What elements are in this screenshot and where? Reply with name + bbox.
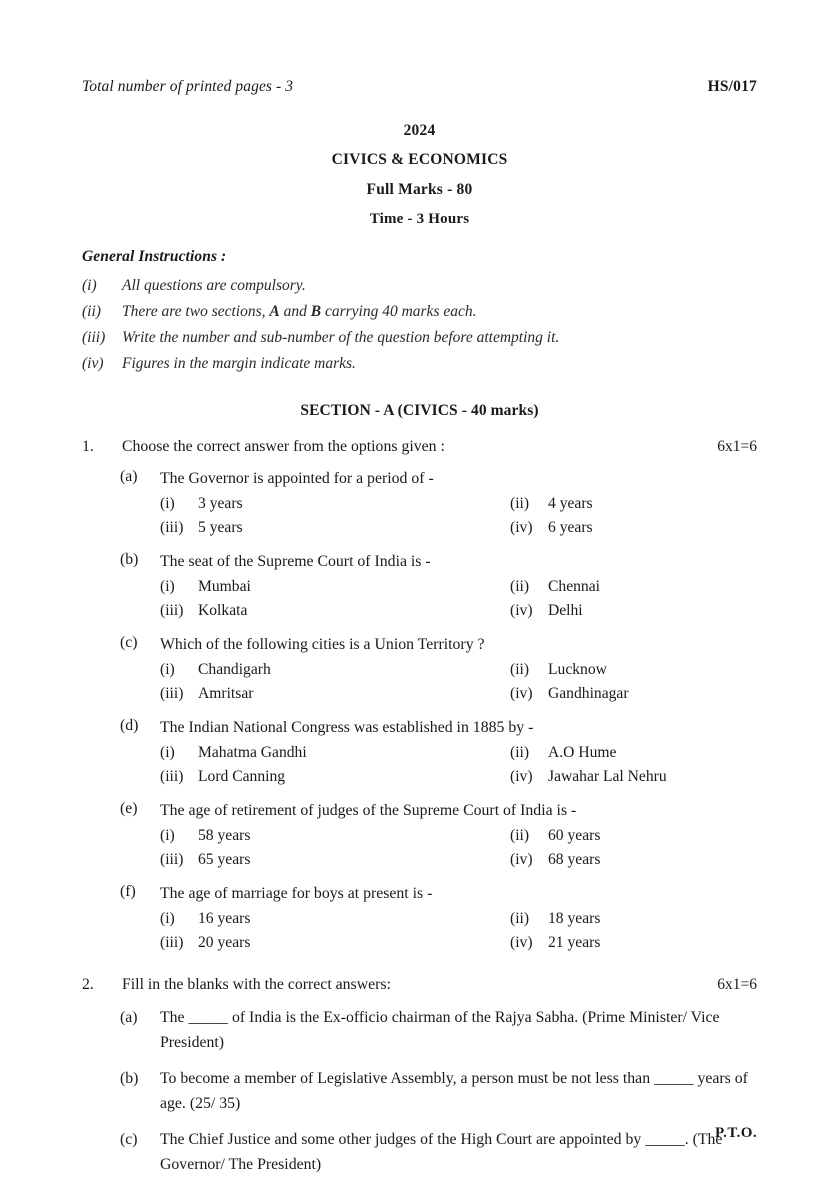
instruction-item bbox=[82, 299, 757, 325]
option-roman: (iv) bbox=[510, 934, 533, 951]
question-2-sub-a bbox=[82, 1005, 757, 1055]
sub-label: (c) bbox=[120, 1131, 138, 1148]
option-roman: (iv) bbox=[510, 519, 533, 536]
option bbox=[510, 493, 757, 515]
option-text: Chandigarh bbox=[198, 661, 271, 678]
option-roman: (iv) bbox=[510, 851, 533, 868]
sub-question-text: The Indian National Congress was established in 1885 by - bbox=[160, 719, 534, 736]
option-text: 65 years bbox=[198, 851, 251, 868]
option-text: Jawahar Lal Nehru bbox=[548, 768, 667, 785]
option-roman: (ii) bbox=[510, 827, 530, 844]
sub-question-text: The Chief Justice and some other judges of the High Court are appointed by _____. (The Governor/ The President) bbox=[160, 1131, 723, 1173]
option-text: Gandhinagar bbox=[548, 685, 629, 702]
option-roman: (iii) bbox=[160, 685, 184, 702]
option-grid bbox=[160, 742, 757, 788]
option bbox=[160, 493, 510, 515]
instruction-item bbox=[82, 325, 757, 351]
option-text: 68 years bbox=[548, 851, 601, 868]
sub-label: (b) bbox=[120, 1070, 139, 1087]
option-roman: (ii) bbox=[510, 578, 530, 595]
question-marks: 6x1=6 bbox=[717, 976, 757, 993]
paper-code: HS/017 bbox=[707, 78, 757, 95]
printed-pages-note: Total number of printed pages - 3 bbox=[82, 78, 294, 95]
option bbox=[510, 825, 757, 847]
option-roman: (iii) bbox=[160, 768, 184, 785]
option bbox=[160, 849, 510, 871]
question-2 bbox=[82, 976, 757, 1177]
option bbox=[510, 742, 757, 764]
option-roman: (i) bbox=[160, 495, 175, 512]
sub-question-text: To become a member of Legislative Assembly, a person must be not less than _____ years of age. (25/ 35) bbox=[160, 1070, 748, 1112]
full-marks: Full Marks - 80 bbox=[366, 181, 473, 198]
option bbox=[160, 825, 510, 847]
question-number: 1. bbox=[82, 438, 94, 455]
option-text: 16 years bbox=[198, 910, 251, 927]
option bbox=[510, 849, 757, 871]
option-text: 4 years bbox=[548, 495, 593, 512]
sub-question-text: Which of the following cities is a Union Territory ? bbox=[160, 636, 485, 653]
question-1-sub-c bbox=[82, 634, 757, 705]
sub-label: (a) bbox=[120, 468, 138, 485]
option-roman: (ii) bbox=[510, 910, 530, 927]
option-text: 58 years bbox=[198, 827, 251, 844]
instruction-text: All questions are compulsory. bbox=[122, 277, 306, 294]
option-text: Amritsar bbox=[198, 685, 254, 702]
sub-label: (e) bbox=[120, 800, 138, 817]
option-grid bbox=[160, 493, 757, 539]
sub-label: (d) bbox=[120, 717, 139, 734]
title-block bbox=[82, 122, 757, 228]
option bbox=[160, 932, 510, 954]
sub-label: (c) bbox=[120, 634, 138, 651]
option bbox=[510, 517, 757, 539]
question-marks: 6x1=6 bbox=[717, 438, 757, 455]
option bbox=[510, 932, 757, 954]
option bbox=[510, 908, 757, 930]
option-roman: (iii) bbox=[160, 519, 184, 536]
option-text: Chennai bbox=[548, 578, 600, 595]
question-1-head bbox=[82, 438, 757, 456]
instruction-number: (i) bbox=[82, 277, 97, 294]
instruction-item bbox=[82, 351, 757, 377]
instruction-item bbox=[82, 273, 757, 299]
option-text: 5 years bbox=[198, 519, 243, 536]
sub-question-text: The _____ of India is the Ex-officio chairman of the Rajya Sabha. (Prime Minister/ Vice President) bbox=[160, 1009, 720, 1051]
option-text: 21 years bbox=[548, 934, 601, 951]
instruction-number: (iii) bbox=[82, 329, 106, 346]
option-roman: (i) bbox=[160, 578, 175, 595]
sub-question-text: The Governor is appointed for a period of - bbox=[160, 470, 434, 487]
option-roman: (i) bbox=[160, 827, 175, 844]
option-roman: (i) bbox=[160, 910, 175, 927]
option bbox=[160, 766, 510, 788]
option bbox=[510, 576, 757, 598]
option bbox=[160, 659, 510, 681]
option-roman: (ii) bbox=[510, 661, 530, 678]
option-grid bbox=[160, 659, 757, 705]
option-grid bbox=[160, 908, 757, 954]
instruction-text: There are two sections, A and B carrying 40 marks each. bbox=[122, 303, 477, 320]
option-text: 3 years bbox=[198, 495, 243, 512]
option-text: 60 years bbox=[548, 827, 601, 844]
option-text: A.O Hume bbox=[548, 744, 617, 761]
question-1 bbox=[82, 438, 757, 954]
option bbox=[160, 683, 510, 705]
option-roman: (i) bbox=[160, 661, 175, 678]
option-text: Kolkata bbox=[198, 602, 248, 619]
question-1-sub-a bbox=[82, 468, 757, 539]
option-roman: (i) bbox=[160, 744, 175, 761]
option bbox=[160, 600, 510, 622]
option bbox=[510, 600, 757, 622]
option-grid bbox=[160, 576, 757, 622]
option bbox=[160, 576, 510, 598]
option-text: Mahatma Gandhi bbox=[198, 744, 307, 761]
question-stem: Fill in the blanks with the correct answers: bbox=[122, 976, 391, 993]
question-1-sub-d bbox=[82, 717, 757, 788]
sub-question-text: The seat of the Supreme Court of India is - bbox=[160, 553, 431, 570]
sub-label: (f) bbox=[120, 883, 136, 900]
question-1-sub-f bbox=[82, 883, 757, 954]
page-turn-note: P.T.O. bbox=[715, 1125, 757, 1141]
question-1-sub-e bbox=[82, 800, 757, 871]
option bbox=[510, 683, 757, 705]
instruction-text: Figures in the margin indicate marks. bbox=[122, 355, 356, 372]
option-roman: (iv) bbox=[510, 685, 533, 702]
option-text: Lucknow bbox=[548, 661, 607, 678]
question-stem: Choose the correct answer from the options given : bbox=[122, 438, 445, 455]
option-text: Lord Canning bbox=[198, 768, 286, 785]
option-text: 20 years bbox=[198, 934, 251, 951]
question-2-sub-c bbox=[82, 1127, 757, 1177]
question-2-sub-b bbox=[82, 1066, 757, 1116]
exam-duration: Time - 3 Hours bbox=[369, 211, 470, 227]
option-roman: (iii) bbox=[160, 851, 184, 868]
option-roman: (iv) bbox=[510, 768, 533, 785]
sub-question-text: The age of retirement of judges of the Supreme Court of India is - bbox=[160, 802, 577, 819]
question-number: 2. bbox=[82, 976, 94, 993]
general-instructions-list bbox=[82, 273, 757, 377]
option bbox=[510, 659, 757, 681]
option-roman: (iii) bbox=[160, 934, 184, 951]
general-instructions-heading: General Instructions : bbox=[82, 248, 227, 265]
section-a-heading: SECTION - A (CIVICS - 40 marks) bbox=[300, 402, 539, 419]
option-roman: (iii) bbox=[160, 602, 184, 619]
option-text: 18 years bbox=[548, 910, 601, 927]
option-roman: (ii) bbox=[510, 744, 530, 761]
option bbox=[160, 908, 510, 930]
sub-label: (b) bbox=[120, 551, 139, 568]
instruction-text: Write the number and sub-number of the question before attempting it. bbox=[122, 329, 560, 346]
question-2-head bbox=[82, 976, 757, 994]
option-grid bbox=[160, 825, 757, 871]
option-text: Mumbai bbox=[198, 578, 251, 595]
option-text: 6 years bbox=[548, 519, 593, 536]
sub-question-text: The age of marriage for boys at present is - bbox=[160, 885, 433, 902]
option bbox=[160, 517, 510, 539]
option-roman: (ii) bbox=[510, 495, 530, 512]
option bbox=[160, 742, 510, 764]
page-header bbox=[82, 78, 757, 96]
option-roman: (iv) bbox=[510, 602, 533, 619]
exam-year: 2024 bbox=[403, 122, 436, 139]
instruction-number: (ii) bbox=[82, 303, 101, 320]
option-text: Delhi bbox=[548, 602, 583, 619]
instruction-number: (iv) bbox=[82, 355, 104, 372]
option bbox=[510, 766, 757, 788]
sub-label: (a) bbox=[120, 1009, 138, 1026]
question-1-sub-b bbox=[82, 551, 757, 622]
exam-subject: CIVICS & ECONOMICS bbox=[331, 151, 508, 168]
